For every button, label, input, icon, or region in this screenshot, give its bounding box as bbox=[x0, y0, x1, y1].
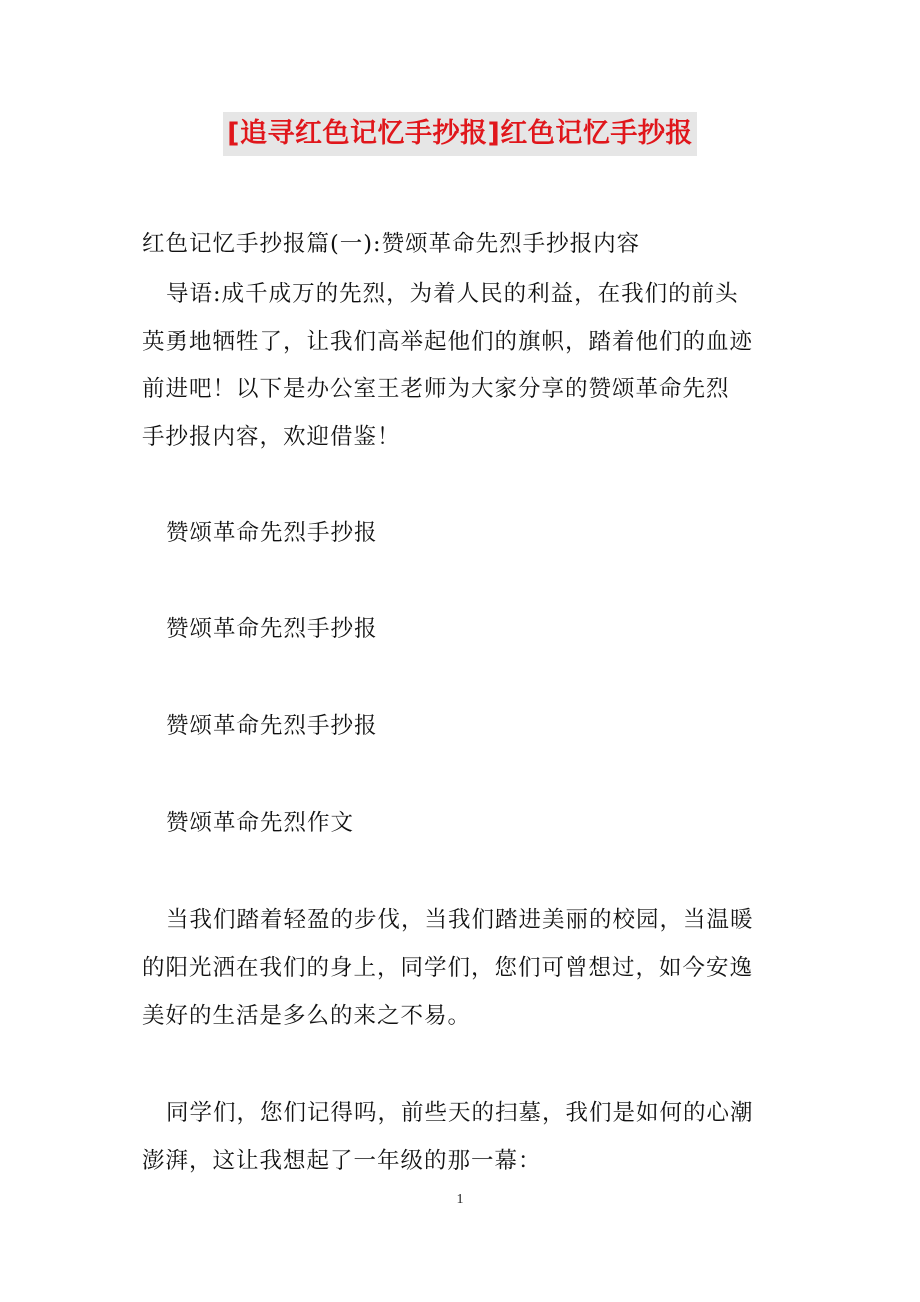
list-item: 赞颂革命先烈手抄报 bbox=[166, 520, 378, 546]
paragraph-line: 的阳光洒在我们的身上，同学们，您们可曾想过，如今安逸 bbox=[142, 955, 754, 981]
intro-line: 英勇地牺牲了，让我们高举起他们的旗帜，踏着他们的血迹 bbox=[142, 329, 754, 355]
intro-line: 导语:成千成万的先烈，为着人民的利益，在我们的前头 bbox=[166, 281, 739, 307]
list-item: 赞颂革命先烈手抄报 bbox=[166, 713, 378, 739]
title-container bbox=[0, 112, 920, 156]
list-item: 赞颂革命先烈手抄报 bbox=[166, 616, 378, 642]
paragraph-line: 美好的生活是多么的来之不易。 bbox=[142, 1003, 472, 1029]
intro-line: 手抄报内容，欢迎借鉴！ bbox=[142, 424, 401, 450]
paragraph-line: 澎湃，这让我想起了一年级的那一幕： bbox=[142, 1148, 542, 1174]
document-title: [追寻红色记忆手抄报]红色记忆手抄报 bbox=[223, 112, 697, 156]
intro-line: 前进吧！以下是办公室王老师为大家分享的赞颂革命先烈 bbox=[142, 376, 730, 402]
paragraph-line: 当我们踏着轻盈的步伐，当我们踏进美丽的校园，当温暖 bbox=[166, 907, 754, 933]
page-number: 1 bbox=[456, 1192, 464, 1207]
paragraph-line: 同学们，您们记得吗，前些天的扫墓，我们是如何的心潮 bbox=[166, 1100, 754, 1126]
list-item: 赞颂革命先烈作文 bbox=[166, 810, 355, 836]
section-heading: 红色记忆手抄报篇(一):赞颂革命先烈手抄报内容 bbox=[142, 231, 641, 257]
